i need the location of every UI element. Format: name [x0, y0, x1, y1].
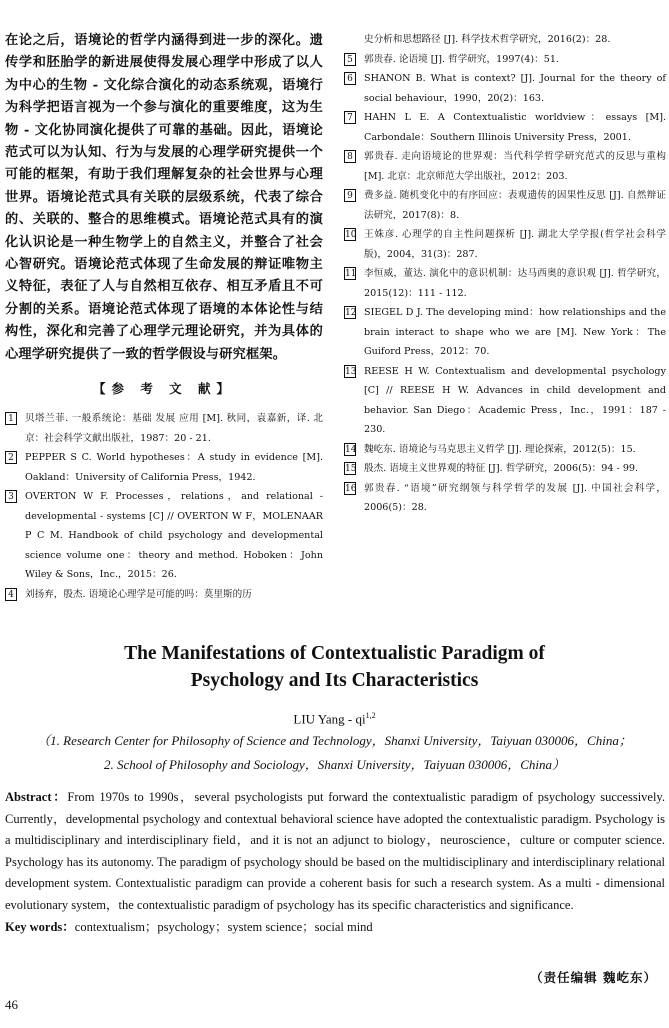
reference-text: 李恒威，董达. 演化中的意识机制：达马西奥的意识观 [J]. 哲学研究，2015(12)：111 - 112. — [364, 268, 666, 299]
author — [0, 711, 669, 727]
reference-text: 魏屹东. 语境论与马克思主义哲学 [J]. 理论探索，2012(5)：15. — [364, 443, 636, 455]
reference-number: 14 — [345, 444, 357, 455]
reference-item — [344, 186, 666, 225]
english-title-line-2: Psychology and Its Characteristics — [190, 670, 479, 691]
reference-text: 郭贵春. 走向语境论的世界观：当代科学哲学研究范式的反思与重构 [M]. 北京：北京师范大学出版社，2012：203. — [364, 151, 666, 182]
reference-text: 史分析和思想路径 [J]. 科学技术哲学研究，2016(2)：28. — [364, 34, 611, 45]
reference-item — [344, 225, 666, 264]
reference-text: HAHN L E. A Contextualistic worldview：essays [M]. Carbondale：Southern Illinois University Press，2001. — [364, 112, 666, 143]
reference-item — [344, 50, 666, 70]
body-text — [5, 30, 323, 366]
keywords-text: contextualism；psychology；system science；social mind — [74, 919, 373, 934]
references-list-left — [5, 409, 323, 604]
reference-text: 郭贵春. 论语境 [J]. 哲学研究，1997(4)：51. — [364, 53, 559, 65]
reference-item — [5, 487, 323, 585]
reference-number: 6 — [344, 72, 356, 85]
reference-number: 12 — [345, 308, 357, 318]
reference-item — [344, 30, 666, 50]
english-abstract — [5, 787, 665, 938]
reference-item — [5, 585, 323, 605]
references-heading: 【参 考 文 献】 — [92, 381, 236, 397]
reference-number: 9 — [344, 189, 356, 202]
reference-text: SHANON B. What is context? [J]. Journal for the theory of social behaviour，1990，20(2)：163. — [364, 73, 666, 104]
reference-number: 8 — [344, 150, 356, 163]
reference-item — [5, 448, 323, 487]
reference-item — [344, 264, 666, 303]
left-column — [5, 30, 323, 604]
author-affiliation-mark: 1,2 — [365, 711, 376, 720]
reference-number: 10 — [345, 230, 357, 240]
reference-text: OVERTON W F. Processes，relations，and relational - developmental - systems [C] // OVERTON W F，MOLENAAR P C M. Handbook of child psychology and developmental science volume one：theory and method. Hoboken：John Wiley & Sons，Inc.，2015：26. — [25, 491, 323, 581]
right-column — [344, 30, 666, 518]
affiliation-line-2: 2. School of Philosophy and Sociology，Shanxi University，Taiyuan 030006，China） — [104, 757, 565, 773]
reference-text: 郭贵春. “语境”研究纲领与科学哲学的发展 [J]. 中国社会科学，2006(5)：28. — [364, 482, 666, 513]
reference-number: 5 — [344, 53, 356, 66]
reference-number: 2 — [5, 451, 17, 464]
responsible-editor: （责任编辑 魏屹东） — [530, 970, 657, 985]
references-list-right — [344, 30, 666, 518]
reference-number: 4 — [5, 588, 17, 601]
reference-text: REESE H W. Contextualism and developmental psychology [C] // REESE H W. Advances in child development and behavior. San Diego：Academic Press，Inc.，1991：187 - 230. — [364, 365, 666, 435]
affiliation-line-1: （1. Research Center for Philosophy of Science and Technology，Shanxi University，Taiyuan 030006，China； — [37, 733, 632, 749]
reference-text: 王姝彦. 心理学的自主性问题探析 [J]. 湖北大学学报(哲学社会科学版)，2004，31(3)：287. — [364, 229, 666, 260]
english-title-line-1: The Manifestations of Contextualistic Paradigm of — [124, 643, 545, 664]
body-paragraph: 在论之后，语境论的哲学内涵得到进一步的深化。遗传学和胚胎学的新进展使得发展心理学中形成了以人为中心的生物 - 文化综合演化的动态系统观，语境行为科学把语言视为一个参与演化的重要维度，这为生物 - 文化协同演化提供了可靠的基础。因此，语境论范式可以为认知、行为与发展的心理学研究提供一个可能的框架，有助于我们理解复杂的社会世界与心理世界。语境论范式具有关联的层级系统，代表了综合的、关联的、整合的思维模式。语境论范式具有的演化认识论是一种生物学上的自然主义，并整合了社会心智研究。语境论范式体现了生命发展的辩证唯物主义特征，表征了人与自然相互依存、相互矛盾且不可分割的关系。语境论范式体现了语境的本体论性与结构性，深化和完善了心理学元理论研究，并为具体的心理学研究提供了一致的哲学假设与研究框架。 — [5, 33, 323, 362]
reference-item — [344, 440, 666, 460]
reference-item — [344, 303, 666, 362]
reference-item — [344, 108, 666, 147]
reference-text: 殷杰. 语境主义世界观的特征 [J]. 哲学研究，2006(5)：94 - 99. — [364, 463, 639, 474]
page-number: 46 — [5, 997, 18, 1012]
reference-item — [5, 409, 323, 448]
reference-number: 11 — [345, 269, 357, 279]
reference-number: 15 — [345, 464, 357, 474]
reference-number: 1 — [5, 412, 17, 425]
reference-number: 16 — [345, 483, 357, 494]
reference-number: 13 — [345, 366, 357, 377]
reference-text: PEPPER S C. World hypotheses：A study in evidence [M]. Oakland：University of California Press，1942. — [25, 452, 323, 483]
reference-item — [344, 479, 666, 518]
reference-text: 费多益. 随机变化中的有序回应：表观遗传的因果性反思 [J]. 自然辩证法研究，2017(8)：8. — [364, 190, 666, 221]
reference-item — [344, 362, 666, 440]
author-name: LIU Yang - qi — [293, 711, 366, 727]
reference-text: SIEGEL D J. The developing mind：how relationships and the brain interact to shape who we are [M]. New York：The Guiford Press，2012：70. — [364, 307, 666, 357]
reference-item — [344, 459, 666, 479]
abstract-text: From 1970s to 1990s，several psychologists put forward the contextualistic paradigm of psychology successively. Currently，developmental psychology and contextual behavioral science have adopted the contextualistic paradigm. Psychology is a multidisciplinary and interdisciplinary field，and it is not an adjunct to biology，neuroscience，culture or computer science. Psychology has its autonomy. The paradigm of psychology should be based on the multidisciplinary and interdisciplinary relational development system. Contextualistic paradigm can provide a coherent basis for such a research system. As a multi - dimensional evolutionary system，the contextualistic paradigm of psychology has its specific characteristics and significance. — [5, 790, 665, 912]
reference-item — [344, 147, 666, 186]
reference-text: 贝塔兰菲. 一般系统论：基础 发展 应用 [M]. 秋同，袁嘉新，译. 北京：社会科学文献出版社，1987：20 - 21. — [25, 413, 323, 444]
reference-text: 刘扬弃，殷杰. 语境论心理学是可能的吗：莫里斯的历 — [25, 588, 252, 600]
reference-item — [344, 69, 666, 108]
keywords-label: Key words： — [5, 919, 75, 934]
reference-number: 3 — [5, 490, 17, 503]
abstract-label: Abstract： — [5, 790, 68, 804]
english-title-block — [0, 640, 669, 775]
reference-number: 7 — [344, 111, 356, 124]
